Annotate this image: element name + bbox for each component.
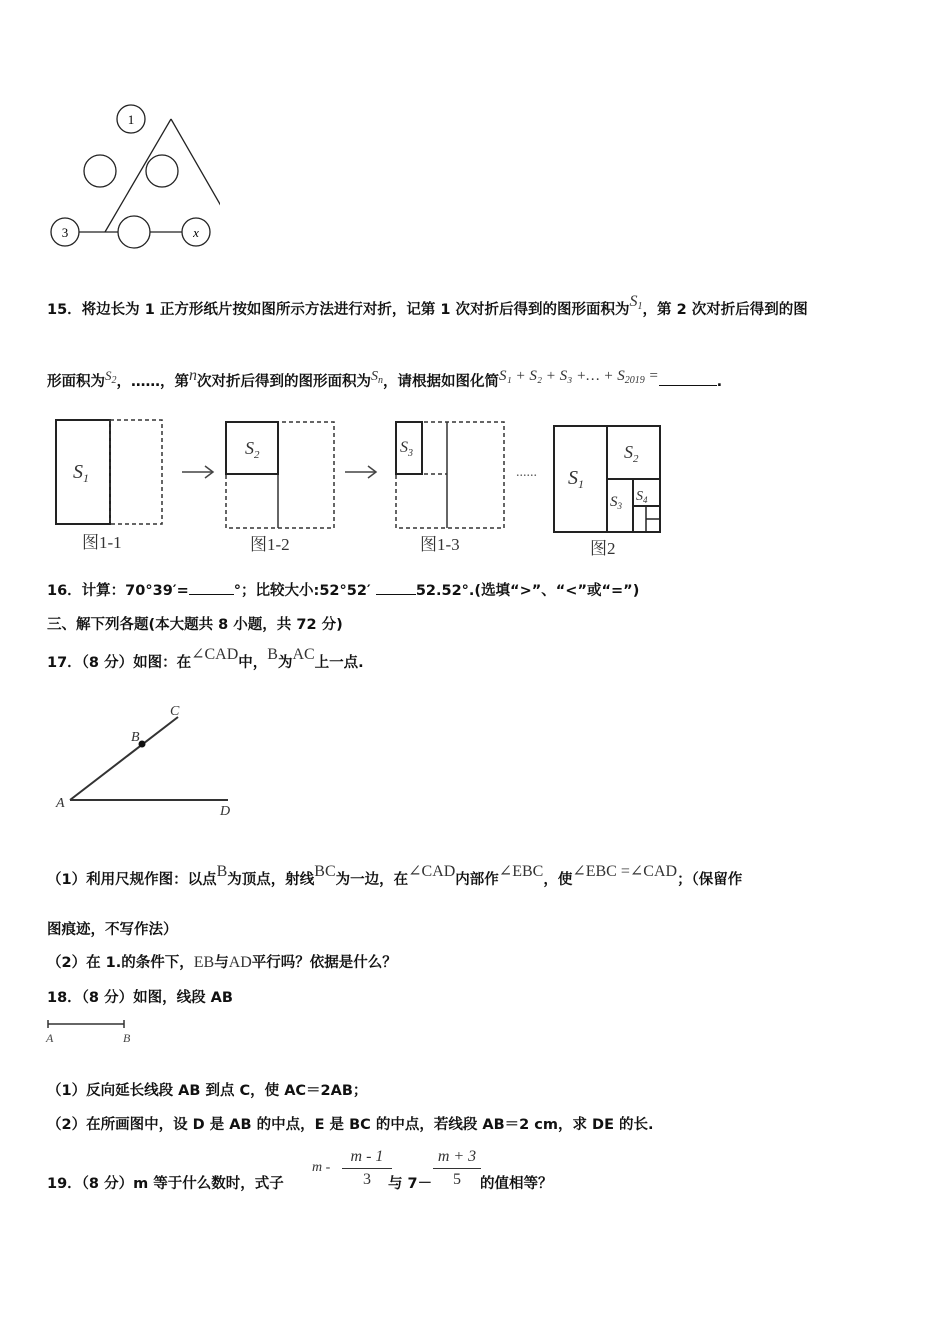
q17-point-b: B [267, 646, 278, 663]
svg-text:S3: $S_3$ [610, 494, 622, 511]
q16-blank1[interactable] [189, 594, 234, 595]
q17-angle-cad: ∠CAD [191, 646, 239, 663]
q19-expression-2: m + 3 5 [433, 1148, 481, 1189]
q16-part2: °；比较大小:52°52′ [233, 583, 371, 599]
q15-s2-sub: 2 [111, 375, 117, 386]
q19-mid: 与 7－ [388, 1176, 433, 1192]
q17-prefix: 17．（8 分）如图：在 [47, 655, 192, 671]
circle-right-mid [146, 155, 178, 187]
q17-part1-line2: 图痕迹，不写作法） [47, 922, 178, 938]
q15-s1-symbol: S [629, 293, 638, 310]
q17-wei: 为 [277, 655, 293, 671]
fig1-2-caption: 图1-2 [250, 535, 290, 554]
q15-sn-sub: n [378, 375, 383, 386]
q15-sum-terms: S₁ + S₂ + S₃ +… + S [499, 368, 625, 384]
fig-label-c: C [170, 704, 180, 719]
q15-line2-mid3: ，请根据如图化简 [383, 374, 499, 390]
q15-line1 [47, 293, 808, 319]
q17-stem [47, 646, 364, 672]
q17-suffix: 上一点. [314, 655, 364, 671]
q17-part2: （2）在 1.的条件下，EB与AD平行吗？依据是什么？ [47, 954, 397, 971]
q15-line2 [47, 367, 723, 391]
q16-part1: 16．计算：70°39′= [47, 583, 189, 599]
q19-stem: 19．（8 分）m 等于什么数时，式子 [47, 1176, 284, 1192]
q15-line1-suffix: ，第 2 次对折后得到的图 [642, 302, 808, 318]
fig-dots: ...... [516, 465, 537, 480]
q15-eq: = [648, 368, 659, 384]
fig-label-b: B [131, 730, 140, 745]
svg-text:B: B [123, 1031, 131, 1045]
q16 [47, 579, 639, 600]
q15-s1-sub: 1 [637, 301, 643, 312]
svg-text:A: A [46, 1031, 54, 1045]
label-top: 1 [127, 112, 135, 127]
fig-label-d: D [220, 804, 231, 819]
q15-line1-prefix: 15．将边长为 1 正方形纸片按如图所示方法进行对折，记第 1 次对折后得到的图形面积为 [47, 302, 630, 318]
svg-text:S2: $S_2$ [624, 442, 639, 465]
fig1-1-caption: 图1-1 [82, 533, 122, 552]
section-3-heading: 三、解下列各题(本大题共 8 小题，共 72 分) [47, 617, 343, 633]
q15-s2-symbol: S [105, 368, 112, 383]
circle-bottom-mid [118, 216, 150, 248]
q17-segment-ac: AC [292, 646, 315, 663]
q15-folding-figures [40, 410, 680, 560]
q18-stem: 18．（8 分）如图，线段 AB [47, 990, 233, 1006]
q17-mid: 中， [238, 655, 268, 671]
q15-end: . [716, 374, 723, 390]
svg-text:S3: $S_3$ [400, 439, 413, 459]
svg-text:S2: $S_2$ [245, 438, 260, 461]
circle-left-mid [84, 155, 116, 187]
q17-angle-figure [48, 695, 248, 825]
label-left: 3 [61, 225, 69, 240]
q15-n-symbol: n [189, 367, 197, 384]
q16-blank2[interactable] [376, 594, 416, 595]
q17-part1: （1）利用尺规作图：以点B为顶点，射线BC为一边，在∠CAD内部作∠EBC，使∠EBC =∠CAD；（保留作 [47, 863, 743, 888]
svg-text:S4: $S_4$ [636, 489, 648, 505]
q18-part2: （2）在所画图中，设 D 是 AB 的中点，E 是 BC 的中点，若线段 AB＝2 cm，求 DE 的长. [47, 1117, 654, 1133]
q15-sum-last-sub: 2019 [624, 375, 645, 386]
q15-answer-blank[interactable] [659, 385, 717, 386]
q19-suffix: 的值相等？ [480, 1176, 553, 1192]
q15-line2-mid2: 次对折后得到的图形面积为 [197, 374, 371, 390]
fig-label-a: A [56, 796, 65, 811]
q18-segment-figure [44, 1016, 144, 1046]
svg-text:S1: $S_1$ [568, 467, 584, 491]
q18-part1: （1）反向延长线段 AB 到点 C，使 AC＝2AB； [47, 1083, 368, 1099]
svg-text:S1: $S_1$ [73, 461, 89, 485]
label-right: x [193, 225, 199, 240]
q16-part3: 52.52°.(选填“>”、“<”或“=”) [415, 583, 640, 599]
q15-line2-prefix: 形面积为 [47, 374, 105, 390]
q15-sn-symbol: S [371, 369, 378, 384]
fig2-caption: 图2 [590, 539, 616, 558]
circle-triangle-figure [40, 100, 220, 250]
q15-line2-mid1: ，……，第 [116, 374, 189, 390]
fig1-3-caption: 图1-3 [420, 535, 460, 554]
